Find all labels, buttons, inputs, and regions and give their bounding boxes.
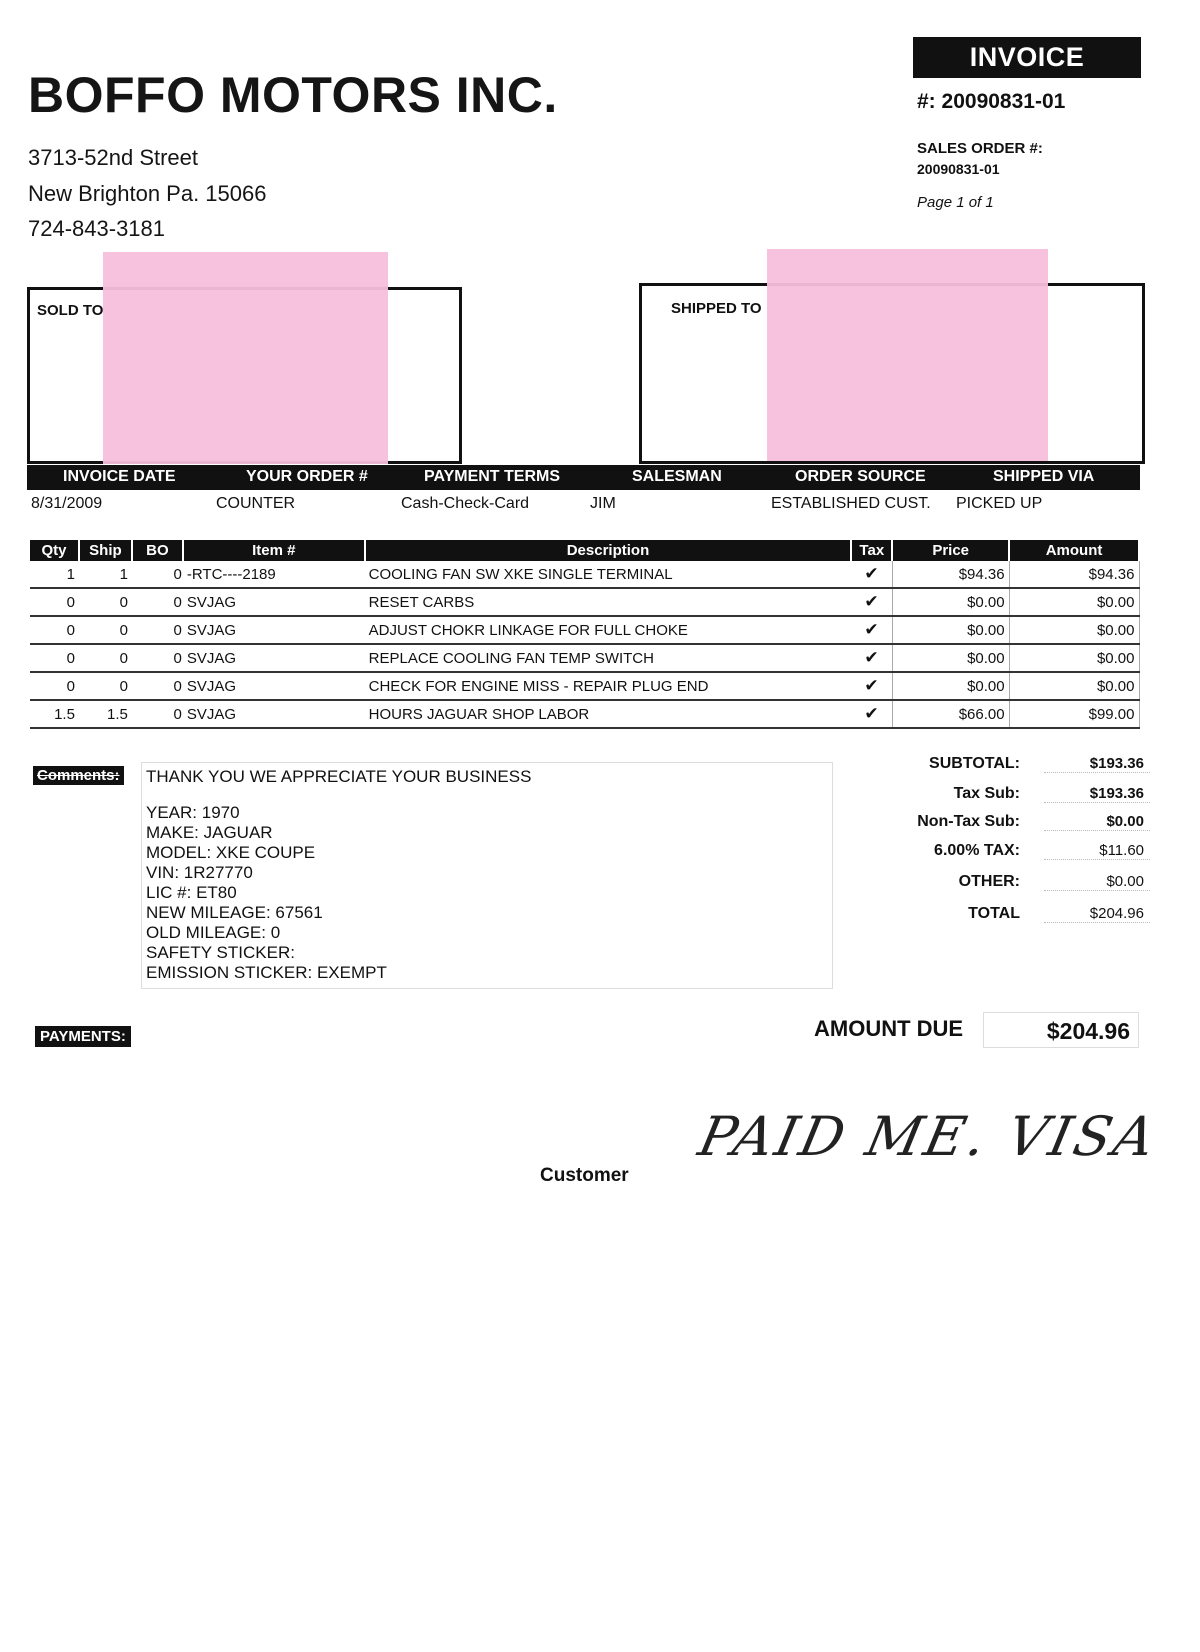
invoice-info-values: [27, 495, 1140, 519]
table-row: [30, 561, 1139, 588]
cell-description: COOLING FAN SW XKE SINGLE TERMINAL: [365, 561, 852, 588]
payments-label: PAYMENTS:: [35, 1026, 131, 1047]
customer-signature: PAID ME. VISA: [693, 1105, 1164, 1168]
cell-qty: 0: [30, 672, 79, 700]
cell-bo: 0: [132, 700, 183, 728]
value-shipped-via: PICKED UP: [956, 495, 1043, 512]
table-row: [30, 700, 1139, 728]
page-indicator: Page 1 of 1: [917, 194, 994, 211]
value-order-source: ESTABLISHED CUST.: [771, 495, 931, 512]
tax-sub-label: Tax Sub:: [953, 785, 1020, 802]
comment-line: MODEL: XKE COUPE: [146, 843, 316, 862]
header-your-order: YOUR ORDER #: [246, 468, 368, 485]
cell-ship: 0: [79, 644, 132, 672]
cell-price: $66.00: [892, 700, 1009, 728]
cell-item: SVJAG: [183, 588, 365, 616]
cell-price: $0.00: [892, 672, 1009, 700]
sales-order-number: 20090831-01: [917, 161, 1000, 177]
cell-price: $0.00: [892, 616, 1009, 644]
sold-to-label: SOLD TO: [37, 302, 104, 319]
cell-ship: 1.5: [79, 700, 132, 728]
cell-ship: 0: [79, 588, 132, 616]
cell-ship: 1: [79, 561, 132, 588]
cell-amount: $0.00: [1009, 672, 1139, 700]
value-salesman: JIM: [590, 495, 616, 512]
totals-row-non-tax-sub: [840, 809, 1150, 835]
invoice-badge: INVOICE: [913, 37, 1141, 78]
table-row: [30, 644, 1139, 672]
totals-row-subtotal: [840, 748, 1150, 779]
col-price: Price: [892, 540, 1009, 561]
col-tax: Tax: [851, 540, 892, 561]
comment-line: VIN: 1R27770: [146, 863, 253, 882]
totals-row-total: [840, 898, 1150, 930]
invoice-number: [917, 90, 1065, 114]
totals-block: [840, 748, 1150, 930]
col-bo: BO: [132, 540, 183, 561]
tax-checkmark-icon: ✔: [851, 561, 892, 588]
cell-amount: $94.36: [1009, 561, 1139, 588]
non-tax-sub-label: Non-Tax Sub:: [917, 813, 1020, 830]
company-phone: 724-843-3181: [28, 216, 166, 241]
cell-qty: 1.5: [30, 700, 79, 728]
cell-amount: $0.00: [1009, 588, 1139, 616]
cell-bo: 0: [132, 561, 183, 588]
cell-price: $0.00: [892, 588, 1009, 616]
invoice-number-label: #:: [917, 90, 936, 113]
cell-qty: 0: [30, 644, 79, 672]
header-invoice-date: INVOICE DATE: [63, 468, 176, 485]
redaction-note-sold-to: [103, 252, 388, 464]
table-header-row: [30, 540, 1139, 561]
col-item: Item #: [183, 540, 365, 561]
cell-amount: $0.00: [1009, 616, 1139, 644]
company-city: New Brighton Pa. 15066: [28, 181, 267, 206]
tax-checkmark-icon: ✔: [851, 644, 892, 672]
company-name: BOFFO MOTORS INC.: [28, 67, 558, 123]
cell-description: ADJUST CHOKR LINKAGE FOR FULL CHOKE: [365, 616, 852, 644]
subtotal-label: SUBTOTAL:: [929, 754, 1020, 772]
table-row: [30, 616, 1139, 644]
tax-label: 6.00% TAX:: [934, 841, 1020, 859]
col-description: Description: [365, 540, 852, 561]
thank-you-message: THANK YOU WE APPRECIATE YOUR BUSINESS: [146, 767, 532, 786]
comment-line: MAKE: JAGUAR: [146, 823, 273, 842]
tax-checkmark-icon: ✔: [851, 588, 892, 616]
header-shipped-via: SHIPPED VIA: [993, 468, 1095, 485]
col-qty: Qty: [30, 540, 79, 561]
cell-bo: 0: [132, 616, 183, 644]
totals-row-tax: [840, 835, 1150, 866]
cell-description: RESET CARBS: [365, 588, 852, 616]
customer-label: Customer: [540, 1165, 629, 1186]
cell-item: SVJAG: [183, 644, 365, 672]
redaction-note-shipped-to: [767, 249, 1048, 461]
tax-sub-value: $193.36: [1044, 785, 1150, 803]
value-your-order: COUNTER: [216, 495, 296, 512]
subtotal-value: $193.36: [1044, 755, 1150, 773]
cell-item: SVJAG: [183, 672, 365, 700]
comments-box: [141, 762, 833, 989]
cell-description: HOURS JAGUAR SHOP LABOR: [365, 700, 852, 728]
header-payment-terms: PAYMENT TERMS: [424, 468, 561, 485]
tax-checkmark-icon: ✔: [851, 672, 892, 700]
value-payment-terms: Cash-Check-Card: [401, 495, 530, 512]
company-street: 3713-52nd Street: [28, 145, 199, 170]
comment-line: NEW MILEAGE: 67561: [146, 903, 323, 922]
cell-qty: 0: [30, 616, 79, 644]
invoice-info-header: [27, 465, 1140, 490]
tax-checkmark-icon: ✔: [851, 616, 892, 644]
cell-ship: 0: [79, 616, 132, 644]
table-row: [30, 672, 1139, 700]
comment-line: SAFETY STICKER:: [146, 943, 295, 962]
invoice-number-value: 20090831-01: [941, 90, 1066, 113]
amount-due-label: AMOUNT DUE: [814, 1016, 964, 1041]
shipped-to-label: SHIPPED TO: [671, 300, 762, 317]
total-value: $204.96: [1044, 905, 1150, 923]
cell-description: REPLACE COOLING FAN TEMP SWITCH: [365, 644, 852, 672]
line-items-table: [30, 540, 1140, 729]
cell-price: $94.36: [892, 561, 1009, 588]
tax-value: $11.60: [1044, 842, 1150, 860]
header-order-source: ORDER SOURCE: [795, 468, 926, 485]
cell-item: SVJAG: [183, 616, 365, 644]
tax-checkmark-icon: ✔: [851, 700, 892, 728]
cell-price: $0.00: [892, 644, 1009, 672]
comments-label: Comments:: [33, 766, 124, 785]
cell-bo: 0: [132, 644, 183, 672]
cell-qty: 1: [30, 561, 79, 588]
cell-bo: 0: [132, 588, 183, 616]
cell-description: CHECK FOR ENGINE MISS - REPAIR PLUG END: [365, 672, 852, 700]
cell-bo: 0: [132, 672, 183, 700]
vehicle-details: [146, 803, 832, 983]
comment-line: OLD MILEAGE: 0: [146, 923, 281, 942]
cell-qty: 0: [30, 588, 79, 616]
cell-amount: $0.00: [1009, 644, 1139, 672]
col-ship: Ship: [79, 540, 132, 561]
table-row: [30, 588, 1139, 616]
cell-amount: $99.00: [1009, 700, 1139, 728]
totals-row-tax-sub: [840, 779, 1150, 809]
cell-item: SVJAG: [183, 700, 365, 728]
other-label: OTHER:: [958, 873, 1020, 890]
col-amount: Amount: [1009, 540, 1139, 561]
totals-row-other: [840, 866, 1150, 898]
comment-line: LIC #: ET80: [146, 883, 237, 902]
amount-due-value: $204.96: [983, 1012, 1139, 1048]
cell-ship: 0: [79, 672, 132, 700]
sales-order-label: SALES ORDER #:: [917, 140, 1043, 157]
header-salesman: SALESMAN: [632, 468, 722, 485]
other-value: $0.00: [1044, 873, 1150, 891]
comment-line: EMISSION STICKER: EXEMPT: [146, 963, 387, 982]
cell-item: -RTC----2189: [183, 561, 365, 588]
value-invoice-date: 8/31/2009: [31, 495, 103, 512]
non-tax-sub-value: $0.00: [1044, 813, 1150, 831]
total-label: TOTAL: [968, 905, 1020, 922]
comment-line: YEAR: 1970: [146, 803, 240, 822]
